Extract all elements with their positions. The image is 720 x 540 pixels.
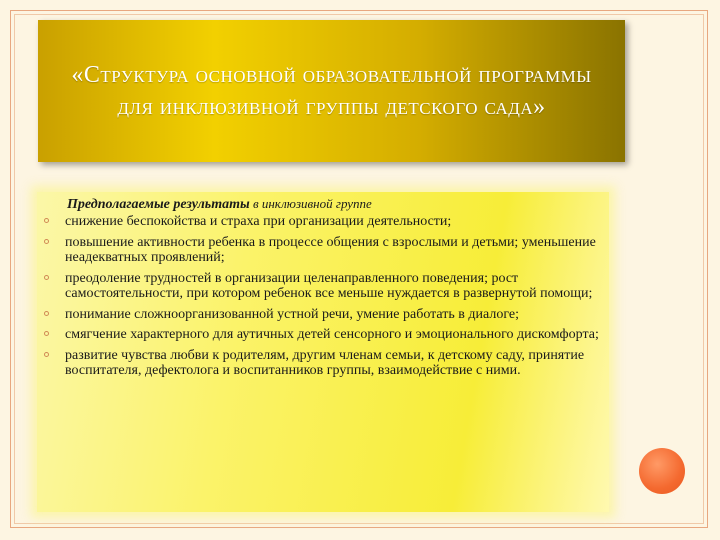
results-heading-bold: Предполагаемые результаты: [67, 197, 250, 212]
list-item: [37, 307, 605, 323]
list-item-text: смягчение характерного для аутичных детей сенсорного и эмоционального дискомфорта;: [65, 327, 599, 342]
results-heading-rest: в инклюзивной группе: [249, 196, 372, 211]
title-box: [38, 20, 625, 162]
results-heading: [67, 196, 372, 213]
list-item: [37, 214, 605, 230]
bullet-icon: [44, 275, 49, 280]
list-item-text: развитие чувства любви к родителям, другим членам семьи, к детскому саду, принятие воспитателя, дефектолога и воспитанников группы, взаимодействие с ними.: [65, 347, 585, 378]
list-item: [37, 348, 605, 379]
list-item: [37, 271, 605, 302]
bullet-icon: [44, 239, 49, 244]
slide-title: «Структура основной образовательной программы для инклюзивной группы детского сада»: [71, 62, 592, 120]
bullet-icon: [44, 352, 49, 357]
list-item-text: преодоление трудностей в организации целенаправленного поведения; рост самостоятельности, при котором ребенок все меньше нуждается в развернутой помощи;: [65, 270, 593, 301]
list-item-text: повышение активности ребенка в процессе общения с взрослыми и детьми; уменьшение неадекватных проявлений;: [65, 234, 596, 265]
results-list: [37, 214, 605, 384]
decorative-circle: [639, 448, 685, 494]
list-item-text: понимание сложноорганизованной устной речи, умение работать в диалоге;: [65, 306, 519, 322]
bullet-icon: [44, 218, 49, 223]
content-box: [37, 192, 609, 512]
bullet-icon: [44, 331, 49, 336]
list-item-text: снижение беспокойства и страха при организации деятельности;: [65, 214, 452, 229]
list-item: [37, 235, 605, 266]
list-item: [37, 327, 605, 343]
bullet-icon: [44, 311, 49, 316]
